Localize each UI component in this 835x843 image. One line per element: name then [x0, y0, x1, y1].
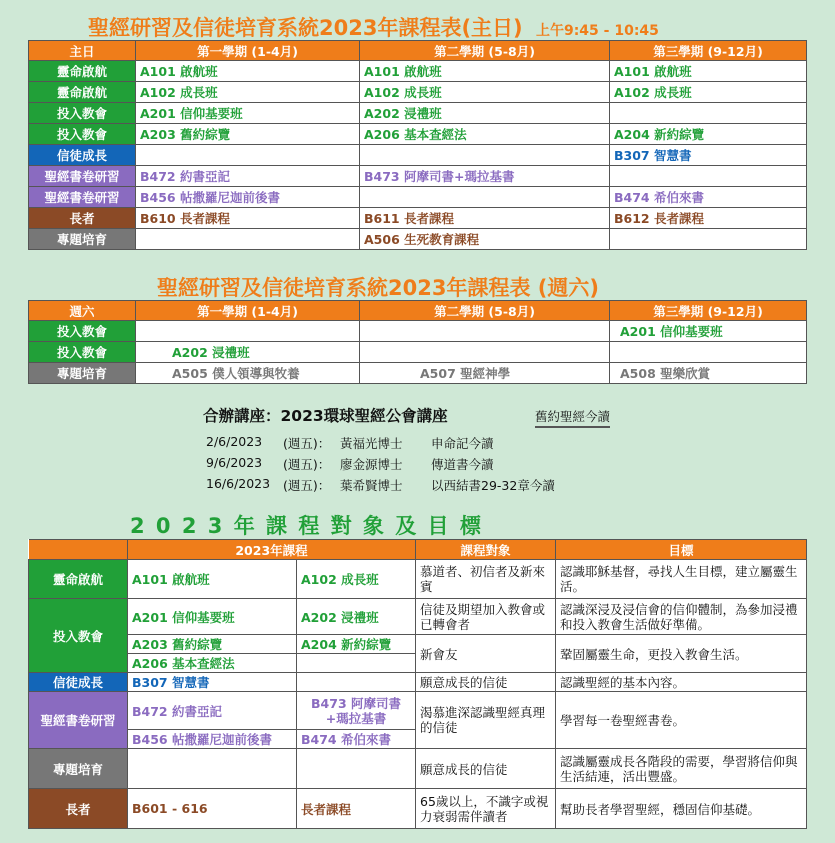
course-cell: A506 生死教育課程 [360, 229, 610, 250]
course-cell [610, 103, 807, 124]
target-cell: 願意成長的信徒 [416, 673, 556, 692]
lecture-date: 9/6/2023 [206, 455, 263, 470]
course-cell [360, 321, 610, 342]
lecture-speaker: 廖金源博士 [340, 457, 403, 472]
target-cell: 新會友 [416, 635, 556, 673]
course-cell: B610 長者課程 [136, 208, 360, 229]
row-label: 信徒成長 [29, 673, 128, 692]
row-label: 靈命啟航 [29, 61, 136, 82]
lecture-day: (週五)： [283, 457, 331, 472]
course-cell: A201 信仰基要班 [128, 599, 297, 635]
course-cell: B472 約書亞記 [128, 692, 297, 730]
course-cell: A102 成長班 [297, 560, 416, 599]
empty-cell [128, 749, 297, 789]
course-cell [360, 187, 610, 208]
lecture-topic: 以西結書29-32章今讀 [431, 478, 555, 493]
course-cell [610, 166, 807, 187]
header-cell: 第三學期 (9-12月) [610, 41, 807, 61]
course-cell: A201 信仰基要班 [610, 321, 807, 342]
course-cell: A101 啟航班 [128, 560, 297, 599]
course-cell: B456 帖撒羅尼迦前後書 [136, 187, 360, 208]
sunday-table [28, 40, 807, 250]
course-cell: B474 希伯來書 [610, 187, 807, 208]
course-cell [136, 321, 360, 342]
course-cell: B601 - 616 [128, 789, 297, 829]
header-cell: 第三學期 (9-12月) [610, 301, 807, 321]
row-label: 專題培育 [29, 363, 136, 384]
course-cell: B611 長者課程 [360, 208, 610, 229]
row-label: 信徒成長 [29, 145, 136, 166]
empty-cell [297, 749, 416, 789]
header-cell: 週六 [29, 301, 136, 321]
goal-cell: 鞏固屬靈生命，更投入教會生活。 [556, 635, 807, 673]
lecture-speaker: 葉希賢博士 [340, 478, 403, 493]
course-cell: B474 希伯來書 [297, 730, 416, 749]
course-cell: A101 啟航班 [360, 61, 610, 82]
header-cell: 第二學期 (5-8月) [360, 301, 610, 321]
lecture-day: (週五)： [283, 478, 331, 493]
course-cell: 長者課程 [297, 789, 416, 829]
course-cell: A202 浸禮班 [360, 103, 610, 124]
course-cell: A203 舊約綜覽 [128, 635, 297, 654]
course-cell: A507 聖經神學 [360, 363, 610, 384]
lecture-topic: 傳道書今讀 [431, 457, 494, 472]
target-cell: 信徒及期望加入教會或已轉會者 [416, 599, 556, 635]
header-cell: 目標 [556, 540, 807, 560]
target-cell: 65歲以上，不識字或視力衰弱需伴讀者 [416, 789, 556, 829]
row-label: 聖經書卷研習 [29, 166, 136, 187]
header-cell: 課程對象 [416, 540, 556, 560]
header-cell: 第一學期 (1-4月) [136, 301, 360, 321]
course-cell: A101 啟航班 [136, 61, 360, 82]
row-label: 聖經書卷研習 [29, 187, 136, 208]
title-saturday: 聖經研習及信徒培育系統2023年課程表 (週六) [157, 276, 599, 300]
row-label: 專題培育 [29, 229, 136, 250]
goal-cell: 認識耶穌基督，尋找人生目標，建立屬靈生活。 [556, 560, 807, 599]
course-cell: A206 基本查經法 [128, 654, 297, 673]
course-cell: A204 新約綜覽 [297, 635, 416, 654]
empty-cell [297, 654, 416, 673]
course-cell: A203 舊約綜覽 [136, 124, 360, 145]
header-cell: 第一學期 (1-4月) [136, 41, 360, 61]
goal-cell: 學習每一卷聖經書卷。 [556, 692, 807, 749]
course-cell: A508 聖樂欣賞 [610, 363, 807, 384]
course-cell: A102 成長班 [136, 82, 360, 103]
course-cell: A102 成長班 [360, 82, 610, 103]
row-label: 長者 [29, 208, 136, 229]
course-cell [610, 342, 807, 363]
lecture-topic: 申命記今讀 [431, 436, 494, 451]
sunday-time: 上午9:45 - 10:45 [535, 23, 659, 39]
row-label: 靈命啟航 [29, 560, 128, 599]
row-label: 靈命啟航 [29, 82, 136, 103]
row-label: 投入教會 [29, 124, 136, 145]
course-cell: A505 僕人領導與牧養 [136, 363, 360, 384]
target-cell: 願意成長的信徒 [416, 749, 556, 789]
course-cell: B307 智慧書 [610, 145, 807, 166]
course-cell [360, 342, 610, 363]
lecture-day: (週五)： [283, 436, 331, 451]
objectives-table [28, 539, 807, 829]
course-cell: B473 阿摩司書+瑪拉基書 [360, 166, 610, 187]
target-cell: 慕道者、初信者及新來賓 [416, 560, 556, 599]
course-cell: B307 智慧書 [128, 673, 297, 692]
row-label: 投入教會 [29, 103, 136, 124]
lecture-date: 16/6/2023 [206, 476, 271, 491]
row-label: 投入教會 [29, 342, 136, 363]
lecture-subtitle: 舊約聖經今讀 [535, 407, 610, 428]
row-label: 投入教會 [29, 321, 136, 342]
course-cell: A202 浸禮班 [297, 599, 416, 635]
header-cell: 第二學期 (5-8月) [360, 41, 610, 61]
course-cell: A101 啟航班 [610, 61, 807, 82]
header-cell-blank [29, 540, 128, 560]
empty-cell [297, 673, 416, 692]
header-cell: 主日 [29, 41, 136, 61]
title-sunday: 聖經研習及信徒培育系統2023年課程表(主日) 上午9:45 - 10:45 [88, 16, 659, 40]
goal-cell: 認識深浸及浸信會的信仰體制，為參加浸禮和投入教會生活做好準備。 [556, 599, 807, 635]
title-objectives: 2 0 2 3 年 課 程 對 象 及 目 標 [130, 514, 483, 538]
lecture-date: 2/6/2023 [206, 434, 263, 449]
goal-cell: 認識聖經的基本內容。 [556, 673, 807, 692]
row-label: 長者 [29, 789, 128, 829]
course-cell: B472 約書亞記 [136, 166, 360, 187]
goal-cell: 幫助長者學習聖經，穩固信仰基礎。 [556, 789, 807, 829]
course-cell: A102 成長班 [610, 82, 807, 103]
course-cell [610, 229, 807, 250]
course-cell: B612 長者課程 [610, 208, 807, 229]
course-cell: A206 基本查經法 [360, 124, 610, 145]
row-label: 投入教會 [29, 599, 128, 673]
course-cell: B473 阿摩司書+瑪拉基書 [297, 692, 416, 730]
lecture-title: 合辦講座：2023環球聖經公會講座 [203, 407, 448, 425]
course-cell [360, 145, 610, 166]
lecture-speaker: 黃福光博士 [340, 436, 403, 451]
row-label: 聖經書卷研習 [29, 692, 128, 749]
course-cell [136, 145, 360, 166]
header-cell: 2023年課程 [128, 540, 416, 560]
course-cell: A204 新約綜覽 [610, 124, 807, 145]
goal-cell: 認識屬靈成長各階段的需要，學習將信仰與生活結連，活出豐盛。 [556, 749, 807, 789]
row-label: 專題培育 [29, 749, 128, 789]
course-cell: A201 信仰基要班 [136, 103, 360, 124]
saturday-table [28, 300, 807, 384]
course-cell: A202 浸禮班 [136, 342, 360, 363]
course-cell: B456 帖撒羅尼迦前後書 [128, 730, 297, 749]
target-cell: 渴慕進深認識聖經真理的信徒 [416, 692, 556, 749]
course-cell [136, 229, 360, 250]
